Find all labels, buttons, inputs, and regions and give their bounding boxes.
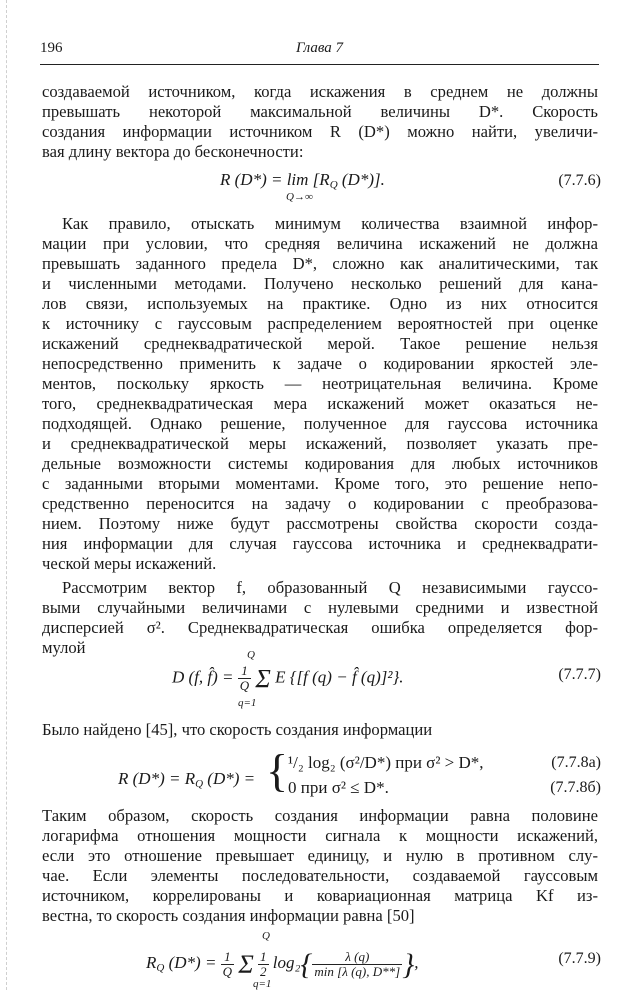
scan-margin-line [6, 0, 7, 990]
text-line: подходящей. Однако решение, полученное для гауссова источника [42, 414, 598, 433]
equation-case-b: 0 при σ² ≤ D*. [288, 778, 389, 797]
sum-bottom: q=1 [253, 978, 272, 990]
equation-7-7-8-lhs [118, 769, 255, 790]
fraction-numerator: 1 [238, 664, 251, 679]
equation-lhs-rest: (D*) = [203, 769, 256, 788]
text-line: ментов, поскольку яркость — неотрицательная величина. Кроме [42, 374, 598, 393]
equation-number: (7.7.6) [558, 172, 601, 189]
fraction-denominator: Q [239, 678, 250, 693]
fraction-numerator: 1 [221, 950, 234, 965]
limit-subscript: Q→∞ [286, 191, 313, 203]
equation-subscript: Q [156, 962, 165, 974]
chapter-title: Глава 7 [295, 40, 344, 56]
text-line: вестна, то скорость создания информации равна [50] [42, 906, 415, 925]
text-line: Таким образом, скорость создания информации равна половине [42, 806, 598, 825]
text-line: Рассмотрим вектор f, образованный Q независимыми гауссо- [62, 578, 598, 597]
equation-number: (7.7.9) [558, 950, 601, 967]
fraction [238, 664, 251, 693]
fraction [221, 950, 234, 979]
log-symbol: log₂ [272, 953, 301, 972]
sum-sign: Σ [238, 950, 254, 979]
fraction [312, 950, 402, 979]
equation-case-a: ¹/₂ log₂ (σ²/D*) при σ² > D*, [288, 753, 484, 772]
equation-7-7-7 [172, 664, 404, 694]
text-line: с заданными вторыми моментами. Кроме того, это решение непо- [42, 474, 598, 493]
equation-subscript: Q [329, 179, 338, 191]
equation-subscript: Q [195, 778, 204, 790]
text-line: источником, коррелированы и ковариационная матрица Kf из- [42, 886, 598, 905]
text-line: ния информации для случая гауссова источника и среднеквадрати- [42, 534, 598, 553]
left-brace: { [266, 745, 289, 796]
text-line: превышать некоторой максимальной величины D*. Скорость [42, 102, 598, 121]
text-line: мации при условии, что средняя величина искажений не должна [42, 234, 598, 253]
equation-tail: , [414, 953, 419, 972]
text-line: если это отношение превышает единицу, и нулю в противном слу- [42, 846, 598, 865]
text-line: к источнику с гауссовым распределением вероятностей при оценке [42, 314, 598, 333]
text-line: выми случайными величинами с нулевыми средними и известной [42, 598, 598, 617]
text-line: ческой меры искажений. [42, 554, 217, 573]
text-line: превышать заданного предела D*, сложно как аналитическими, так [42, 254, 598, 273]
equation-number: (7.7.8а) [551, 754, 601, 771]
equation-lhs: R [146, 953, 157, 972]
fraction-numerator: λ (q) [312, 950, 402, 965]
text-line: создания информации источником R (D*) можно найти, увеличи- [42, 122, 598, 141]
text-line: непосредственно применить к задаче о кодировании яркостей эле- [42, 354, 598, 373]
text-line: Как правило, отыскать минимум количества взаимной инфор- [62, 214, 598, 233]
text-line: мулой [42, 638, 86, 657]
text-line: чае. Если элементы последовательности, создаваемой гауссовым [42, 866, 598, 885]
text-line: Было найдено [45], что скорость создания информации [42, 720, 433, 739]
equation-number: (7.7.8б) [550, 779, 601, 796]
text-line: и среднеквадратической меры искажений, позволяет указать пре- [42, 434, 598, 453]
equation-lhs-rest: (D*) = [164, 953, 221, 972]
sum-bottom: q=1 [238, 697, 257, 709]
sum-sign: Σ [255, 664, 271, 694]
text-line: логарифма отношения мощности сигнала к мощности искажений, [42, 826, 598, 845]
fraction [258, 950, 269, 979]
equation-7-7-6 [220, 170, 385, 191]
text-line: нием. Поэтому ниже будут рассмотрены свойства скорости созда- [42, 514, 598, 533]
equation-7-7-9 [146, 948, 418, 982]
page-header [40, 40, 599, 65]
equation-lhs: R (D*) = lim [R [220, 170, 330, 189]
equation-lhs: D (f, f̂) = [172, 667, 238, 687]
brace-open: { [300, 948, 313, 981]
text-line: вая длину вектора до бесконечности: [42, 142, 304, 161]
equation-number: (7.7.7) [558, 666, 601, 683]
equation-lhs: R (D*) = R [118, 769, 196, 788]
fraction-denominator: 2 [260, 963, 267, 979]
equation-rhs: (D*)]. [337, 170, 385, 189]
text-line: того, среднеквадратическая мера искажений может оказаться не- [42, 394, 598, 413]
equation-body: E {[f (q) − f̂ (q)]²}. [275, 667, 404, 687]
fraction-numerator: 1 [260, 948, 267, 964]
text-line: лов связи, используемых на практике. Одно из них относится [42, 294, 598, 313]
text-line: искажений среднеквадратической мерой. Такое решение нельзя [42, 334, 598, 353]
text-line: дельные возможности системы кодирования для любых источников [42, 454, 598, 473]
text-line: создаваемой источником, когда искажения в среднем не должны [42, 82, 598, 101]
page-number: 196 [40, 40, 63, 56]
fraction-denominator: Q [222, 963, 233, 979]
fraction-denominator: min [λ (q), D**] [314, 963, 401, 979]
sum-top: Q [262, 930, 270, 942]
text-line: и численными методами. Получено несколько решений для кана- [42, 274, 598, 293]
text-line: дисперсией σ². Среднеквадратическая ошибка определяется фор- [42, 618, 598, 637]
text-line: средственно переносится на задачу о кодировании с преобразова- [42, 494, 598, 513]
sum-top: Q [247, 649, 255, 661]
brace-close: } [402, 948, 415, 981]
